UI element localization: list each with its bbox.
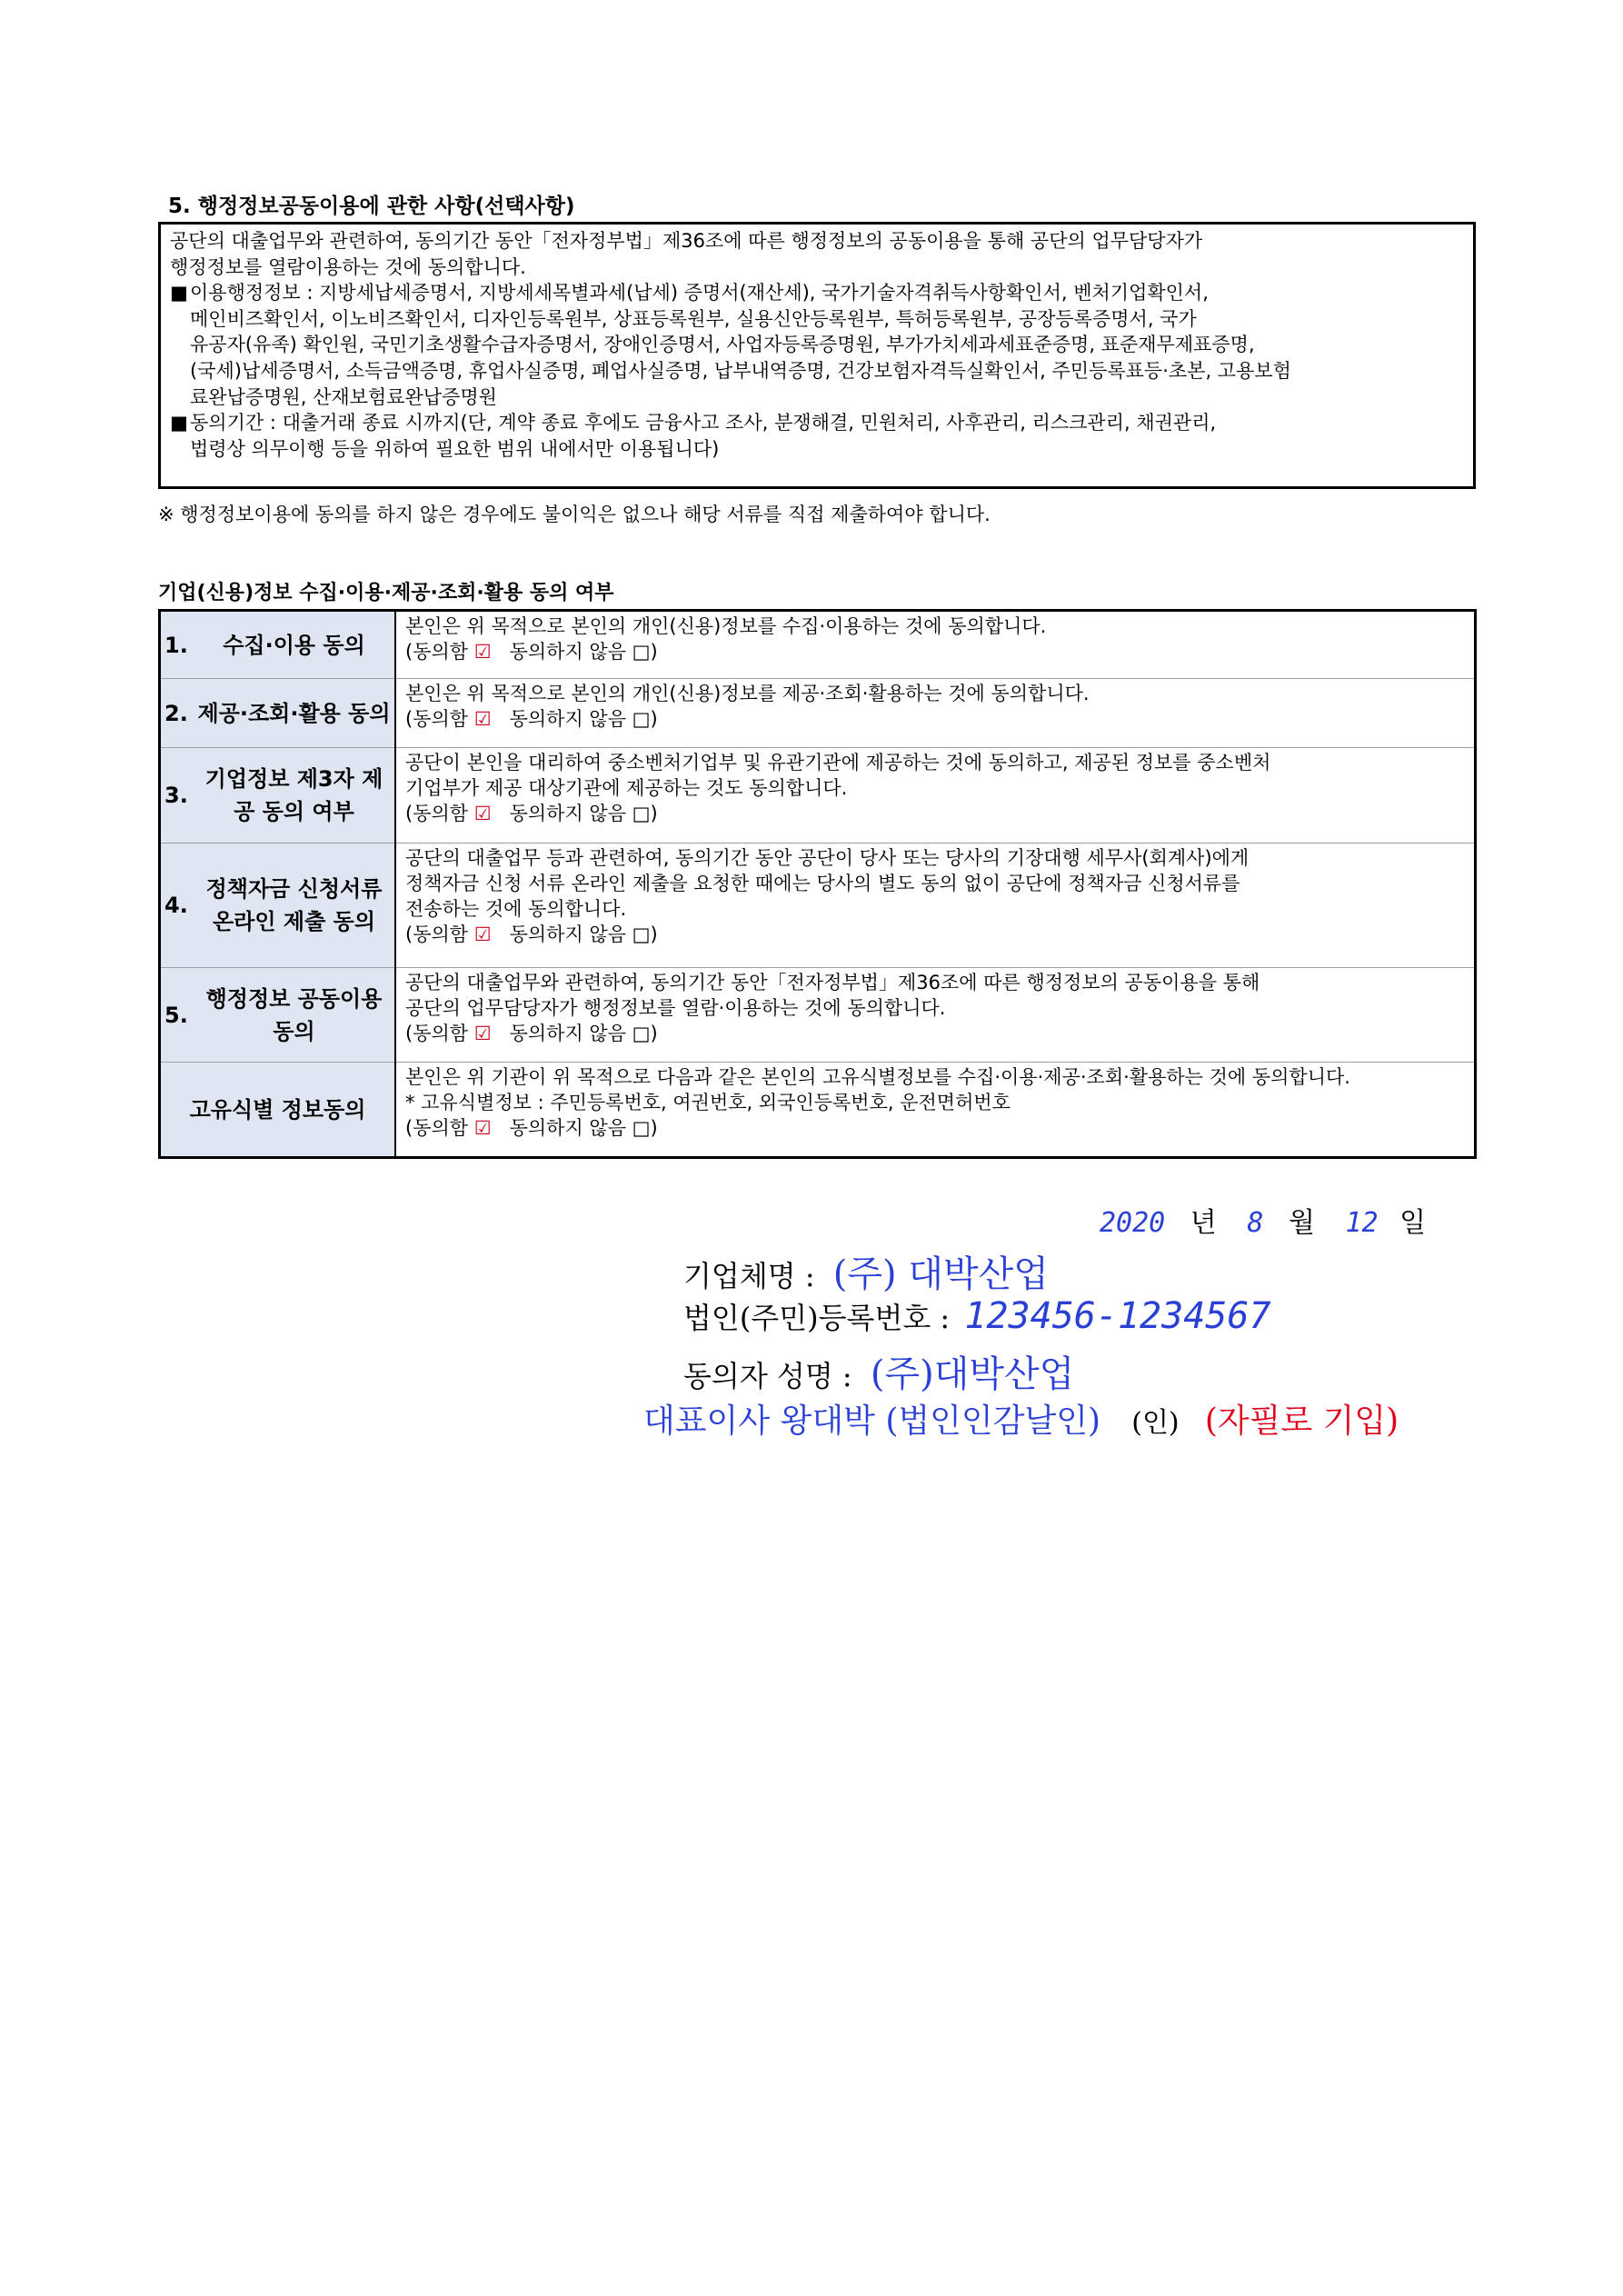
row-text: 전송하는 것에 동의합니다.: [405, 898, 627, 920]
consent-content-cell: [395, 968, 1476, 1063]
agree-checkbox[interactable]: ☑: [473, 1117, 492, 1139]
row-label: 행정정보 공동이용 동의: [205, 985, 383, 1044]
disagree-label: 동의하지 않음: [491, 708, 632, 730]
consent-title: 기업(신용)정보 수집·이용·제공·조회·활용 동의 여부: [158, 582, 614, 604]
agree-checkbox[interactable]: ☑: [473, 803, 492, 824]
row-number: 1.: [164, 632, 188, 658]
row-text: 본인은 위 목적으로 본인의 개인(신용)정보를 수집·이용하는 것에 동의합니다.: [405, 615, 1047, 637]
disagree-checkbox[interactable]: □: [632, 923, 651, 945]
paren-close: ): [650, 1117, 658, 1139]
bullet-line: 메인비즈확인서, 이노비즈확인서, 디자인등록원부, 상표등록원부, 실용신안등록원부, 특허등록원부, 공장등록증명서, 국가: [190, 307, 1197, 330]
row-label: 정책자금 신청서류 온라인 제출 동의: [205, 876, 383, 934]
row-text: 공단의 대출업무와 관련하여, 동의기간 동안「전자정부법」제36조에 따른 행정정보의 공동이용을 통해: [405, 972, 1260, 993]
bullet-text: [190, 280, 1464, 410]
row-text: 정책자금 신청 서류 온라인 제출을 요청한 때에는 당사의 별도 동의 없이 공단에 정책자금 신청서류를: [405, 873, 1240, 894]
year-unit: 년: [1190, 1207, 1217, 1239]
row-label: 제공·조회·활용 동의: [197, 700, 391, 726]
bullet-mark: ■: [170, 412, 188, 434]
agree-label: (동의함: [405, 803, 474, 824]
date-line: [1100, 1200, 1426, 1240]
consenter-line: [683, 1345, 1074, 1397]
disagree-label: 동의하지 않음: [491, 1023, 632, 1044]
disagree-checkbox[interactable]: □: [632, 1117, 651, 1139]
bullet-line: 이용행정정보 : 지방세납세증명서, 지방세세목별과세(납세) 증명서(재산세), 국가기술자격취득사항확인서, 벤처기업확인서,: [190, 282, 1209, 304]
disagree-label: 동의하지 않음: [491, 641, 632, 663]
bullet-line: 법령상 의무이행 등을 위하여 필요한 범위 내에서만 이용됩니다): [190, 437, 720, 460]
regno-value: 123456-1234567: [964, 1295, 1271, 1337]
paren-close: ): [650, 923, 658, 945]
paren-close: ): [650, 641, 658, 663]
consent-label-cell: [160, 679, 396, 748]
consent-row: [160, 844, 1476, 968]
disagree-checkbox[interactable]: □: [632, 803, 651, 824]
row-label: 수집·이용 동의: [223, 632, 365, 658]
seal-label: (인): [1131, 1407, 1180, 1439]
section5-intro-2: 행정정보를 열람이용하는 것에 동의합니다.: [170, 255, 526, 278]
consenter-label: 동의자 성명 :: [683, 1359, 852, 1393]
row-text: 공단이 본인을 대리하여 중소벤처기업부 및 유관기관에 제공하는 것에 동의하고, 제공된 정보를 중소벤처: [405, 752, 1271, 774]
disagree-checkbox[interactable]: □: [632, 641, 651, 663]
consent-table: [158, 609, 1477, 1159]
row-text: 본인은 위 기관이 위 목적으로 다음과 같은 본인의 고유식별정보를 수집·이용·제공·조회·활용하는 것에 동의합니다.: [405, 1066, 1350, 1088]
consent-label-cell: [160, 968, 396, 1063]
consent-label-cell: [160, 844, 396, 968]
paren-close: ): [650, 803, 658, 824]
agree-label: (동의함: [405, 1023, 474, 1044]
bullet-line: 유공자(유족) 확인원, 국민기초생활수급자증명서, 장애인증명서, 사업자등록증명원, 부가가치세과세표준증명, 표준재무제표증명,: [190, 334, 1255, 356]
paren-close: ): [650, 1023, 658, 1044]
consent-row: [160, 968, 1476, 1063]
consent-label-cell: [160, 1063, 396, 1158]
consent-content-cell: [395, 1063, 1476, 1158]
consent-row: [160, 748, 1476, 844]
paren-close: ): [650, 708, 658, 730]
bullet-line: 료완납증명원, 산재보험료완납증명원: [190, 385, 497, 408]
agree-label: (동의함: [405, 1117, 474, 1139]
row-text: 기업부가 제공 대상기관에 제공하는 것도 동의합니다.: [405, 777, 848, 799]
section5-intro-1: 공단의 대출업무와 관련하여, 동의기간 동안「전자정부법」제36조에 따른 행정정보의 공동이용을 통해 공단의 업무담당자가: [170, 230, 1203, 252]
agree-choice: [405, 922, 1470, 947]
row-number: 3.: [164, 783, 188, 808]
month-unit: 월: [1288, 1207, 1315, 1239]
company-line: [683, 1245, 1049, 1297]
agree-choice: [405, 801, 1470, 826]
consent-label-cell: [160, 611, 396, 679]
agree-choice: [405, 706, 1470, 732]
agree-choice: [405, 1115, 1470, 1141]
regno-line: [683, 1295, 1271, 1337]
consent-content-cell: [395, 844, 1476, 968]
handwrite-note: (자필로 기입): [1204, 1403, 1399, 1440]
disagree-label: 동의하지 않음: [491, 803, 632, 824]
consent-row: [160, 611, 1476, 679]
agree-choice: [405, 639, 1470, 664]
row-text: 본인은 위 목적으로 본인의 개인(신용)정보를 제공·조회·활용하는 것에 동의합니다.: [405, 683, 1090, 704]
bullet-line: (국세)납세증명서, 소득금액증명, 휴업사실증명, 폐업사실증명, 납부내역증명, 건강보험자격득실확인서, 주민등록표등·초본, 고용보험: [190, 359, 1291, 382]
consent-row: [160, 679, 1476, 748]
consenter-value: (주)대박산업: [870, 1353, 1075, 1395]
agree-checkbox[interactable]: ☑: [473, 923, 492, 945]
date-month: 8: [1247, 1207, 1264, 1239]
consent-row: [160, 1063, 1476, 1158]
regno-label: 법인(주민)등록번호 :: [683, 1301, 951, 1335]
representative-value: 대표이사 왕대박 (법인인감날인): [643, 1403, 1101, 1440]
agree-label: (동의함: [405, 641, 474, 663]
bullet-line: 동의기간 : 대출거래 종료 시까지(단, 계약 종료 후에도 금융사고 조사, 분쟁해결, 민원처리, 사후관리, 리스크관리, 채권관리,: [190, 412, 1217, 434]
disagree-label: 동의하지 않음: [491, 923, 632, 945]
consent-content-cell: [395, 679, 1476, 748]
disagree-checkbox[interactable]: □: [632, 708, 651, 730]
consent-content-cell: [395, 611, 1476, 679]
date-year: 2020: [1100, 1207, 1166, 1239]
row-number: 5.: [164, 1002, 188, 1028]
agree-label: (동의함: [405, 923, 474, 945]
bullet-mark: ■: [170, 282, 188, 304]
bullet-admin-info: [170, 280, 1464, 410]
consent-content-cell: [395, 748, 1476, 844]
row-text: * 고유식별정보 : 주민등록번호, 여권번호, 외국인등록번호, 운전면허번호: [405, 1092, 1011, 1113]
agree-checkbox[interactable]: ☑: [473, 1023, 492, 1044]
row-number: 2.: [164, 700, 188, 726]
agree-checkbox[interactable]: ☑: [473, 641, 492, 663]
section5-title: 5. 행정정보공동이용에 관한 사항(선택사항): [168, 195, 575, 218]
date-day: 12: [1345, 1207, 1379, 1239]
consent-label-cell: [160, 748, 396, 844]
bullet-text: [190, 410, 1464, 462]
agree-choice: [405, 1021, 1470, 1046]
section5-box: [158, 222, 1476, 489]
row-number: 4.: [164, 893, 188, 918]
disagree-label: 동의하지 않음: [491, 1117, 632, 1139]
agree-checkbox[interactable]: ☑: [473, 708, 492, 730]
company-value: (주) 대박산업: [832, 1253, 1049, 1295]
company-label: 기업체명 :: [683, 1259, 815, 1293]
bullet-period: [170, 410, 1464, 462]
disagree-checkbox[interactable]: □: [632, 1023, 651, 1044]
row-text: 공단의 업무담당자가 행정정보를 열람·이용하는 것에 동의합니다.: [405, 997, 946, 1019]
row-label: 고유식별 정보동의: [189, 1096, 366, 1123]
section5-note: ※ 행정정보이용에 동의를 하지 않은 경우에도 불이익은 없으나 해당 서류를 직접 제출하여야 합니다.: [158, 504, 991, 525]
row-text: 공단의 대출업무 등과 관련하여, 동의기간 동안 공단이 당사 또는 당사의 기장대행 세무사(회계사)에게: [405, 847, 1250, 869]
day-unit: 일: [1399, 1207, 1427, 1239]
representative-line: [643, 1395, 1399, 1442]
row-label: 기업정보 제3자 제공 동의 여부: [204, 766, 383, 824]
agree-label: (동의함: [405, 708, 474, 730]
